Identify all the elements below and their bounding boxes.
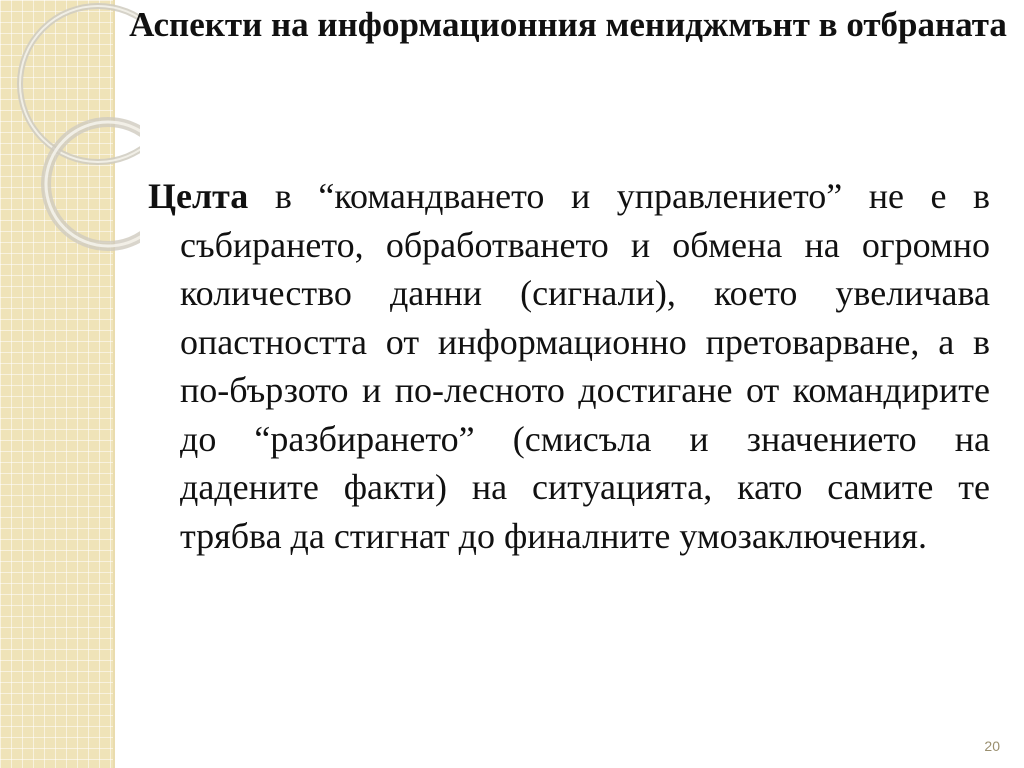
large-ring-shape bbox=[20, 6, 140, 162]
small-ring-shape bbox=[46, 122, 140, 246]
slide-title: Аспекти на информационния мениджмънт в отбраната bbox=[129, 5, 1007, 44]
slide-page-number: 20 bbox=[984, 738, 1000, 754]
body-main-text: в “командването и управлението” не е в събирането, обработването и обмена на огромно количество данни (сигнали), което увеличава опастността от информационно претоварване, а в по-бързото и по-лесното достигане от командирите до “разбирането” (смисъла и значението на дадените факти) на ситуацията, като самите те трябва да стигнат до финалните умозаключения. bbox=[180, 176, 991, 556]
decorative-rings bbox=[0, 0, 140, 300]
body-lead-word: Целта bbox=[148, 176, 249, 216]
large-ring-highlight bbox=[20, 6, 140, 162]
slide-body-paragraph bbox=[148, 172, 991, 560]
